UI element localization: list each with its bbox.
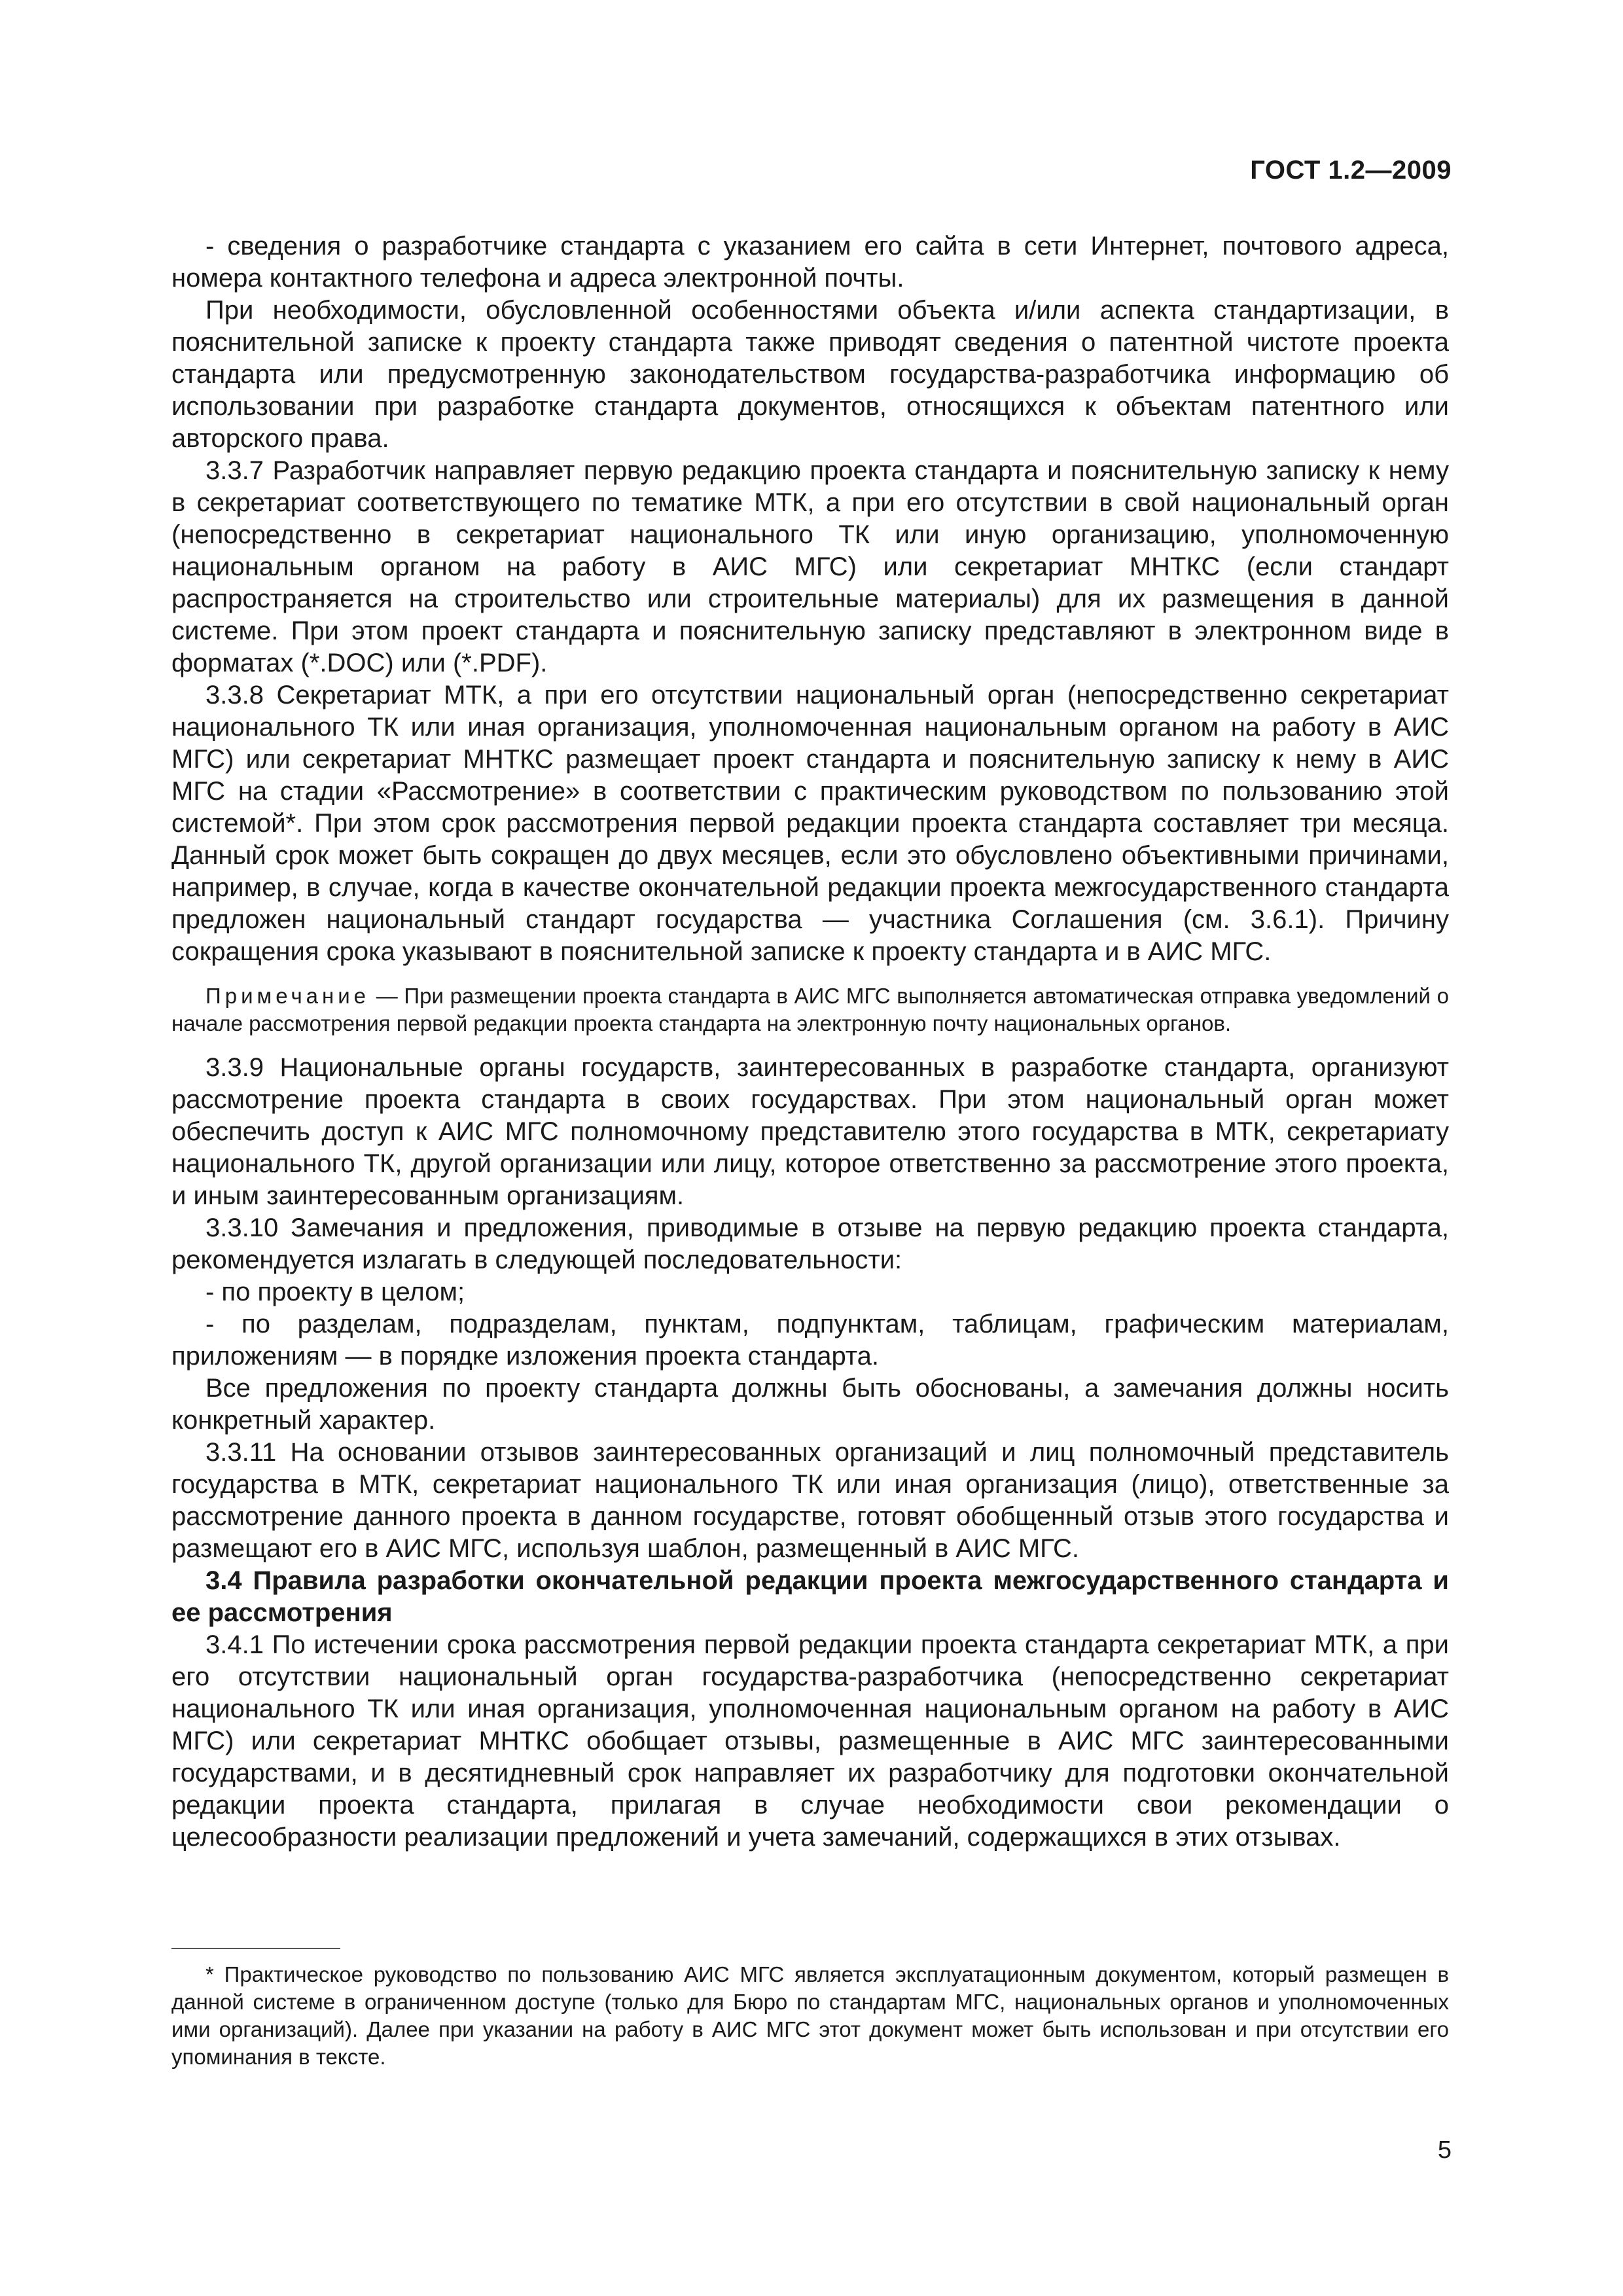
note-label: Примечание xyxy=(205,984,370,1008)
list-item: - по разделам, подразделам, пунктам, подпунктам, таблицам, графическим материалам, приложениям — в порядке изложения проекта стандарта. xyxy=(171,1310,1449,1371)
paragraph-3-3-8: 3.3.8 Секретариат МТК, а при его отсутствии национальный орган (непосредственно секретариат национального ТК или иная организация, уполномоченная национальным органом на работу в АИС МГС) или секретариат МНТКС размещает проект стандарта и пояснительную записку к нему в АИС МГС на стадии «Рассмотрение» в соответствии с практическим руководством по пользованию этой системой*. При этом срок рассмотрения первой редакции проекта стандарта составляет три месяца. Данный срок может быть сокращен до двух месяцев, если это обусловлено объективными причинами, например, в случае, когда в качестве окончательной редакции проекта межгосударственного стандарта предложен национальный стандарт государства — участника Соглашения (см. 3.6.1). Причину сокращения срока указывают в пояснительной записке к проекту стандарта и в АИС МГС. xyxy=(171,681,1449,966)
paragraph: - сведения о разработчике стандарта с указанием его сайта в сети Интернет, почтового адреса, номера контактного телефона и адреса электронной почты. xyxy=(171,232,1449,293)
footnote: * Практическое руководство по пользованию АИС МГС является эксплуатационным документом, который размещен в данной системе в ограниченном доступе (только для Бюро по стандартам МГС, национальных органов и уполномоченных ими организаций). Далее при указании на работу в АИС МГС этот документ может быть использован и при отсутствии его упоминания в тексте. xyxy=(171,1962,1449,2069)
list-item: - по проекту в целом; xyxy=(205,1278,465,1306)
paragraph-3-3-10: 3.3.10 Замечания и предложения, приводимые в отзыве на первую редакцию проекта стандарта, рекомендуется излагать в следующей последовательности: xyxy=(171,1213,1449,1274)
paragraph: Все предложения по проекту стандарта должны быть обоснованы, а замечания должны носить конкретный характер. xyxy=(171,1374,1449,1435)
footnote-divider xyxy=(171,1948,340,1949)
paragraph-3-3-11: 3.3.11 На основании отзывов заинтересованных организаций и лиц полномочный представитель государства в МТК, секретариат национального ТК или иная организация (лицо), ответственные за рассмотрение данного проекта в данном государстве, готовят обобщенный отзыв этого государства и размещают его в АИС МГС, используя шаблон, размещенный в АИС МГС. xyxy=(171,1438,1449,1563)
document-header: ГОСТ 1.2—2009 xyxy=(1250,156,1452,185)
section-heading-3-4: 3.4 Правила разработки окончательной редакции проекта межгосударственного стандарта и ее рассмотрения xyxy=(171,1566,1449,1627)
note xyxy=(171,982,1449,1037)
note-text: — При размещении проекта стандарта в АИС МГС выполняется автоматическая отправка уведомлений о начале рассмотрения первой редакции проекта стандарта на электронную почту национальных органов. xyxy=(171,984,1449,1035)
paragraph-3-3-7: 3.3.7 Разработчик направляет первую редакцию проекта стандарта и пояснительную записку к нему в секретариат соответствующего по тематике МТК, а при его отсутствии в свой национальный орган (непосредственно в секретариат национального ТК или иную организацию, уполномоченную национальным органом на работу в АИС МГС) или секретариат МНТКС (если стандарт распространяется на строительство или строительные материалы) для их размещения в данной системе. При этом проект стандарта и пояснительную записку представляют в электронном виде в форматах (*.DOC) или (*.PDF). xyxy=(171,456,1449,677)
paragraph: При необходимости, обусловленной особенностями объекта и/или аспекта стандартизации, в пояснительной записке к проекту стандарта также приводят сведения о патентной чистоте проекта стандарта или предусмотренную законодательством государства-разработчика информацию об использовании при разработке стандарта документов, относящихся к объектам патентного или авторского права. xyxy=(171,296,1449,453)
paragraph-3-3-9: 3.3.9 Национальные органы государств, заинтересованных в разработке стандарта, организуют рассмотрение проекта стандарта в своих государствах. При этом национальный орган может обеспечить доступ к АИС МГС полномочному представителю этого государства в МТК, секретариату национального ТК, другой организации или лицу, которое ответственно за рассмотрение этого проекта, и иным заинтересованным организациям. xyxy=(171,1053,1449,1210)
document-body xyxy=(171,230,1449,1854)
paragraph-3-4-1: 3.4.1 По истечении срока рассмотрения первой редакции проекта стандарта секретариат МТК, а при его отсутствии национальный орган государства-разработчика (непосредственно секретариат национального ТК или иная организация, уполномоченная национальным органом на работу в АИС МГС) или секретариат МНТКС обобщает отзывы, размещенные в АИС МГС заинтересованными государствами, и в десятидневный срок направляет их разработчику для подготовки окончательной редакции проекта стандарта, прилагая в случае необходимости свои рекомендации о целесообразности реализации предложений и учета замечаний, содержащихся в этих отзывах. xyxy=(171,1630,1449,1852)
page-number: 5 xyxy=(1437,2136,1452,2164)
